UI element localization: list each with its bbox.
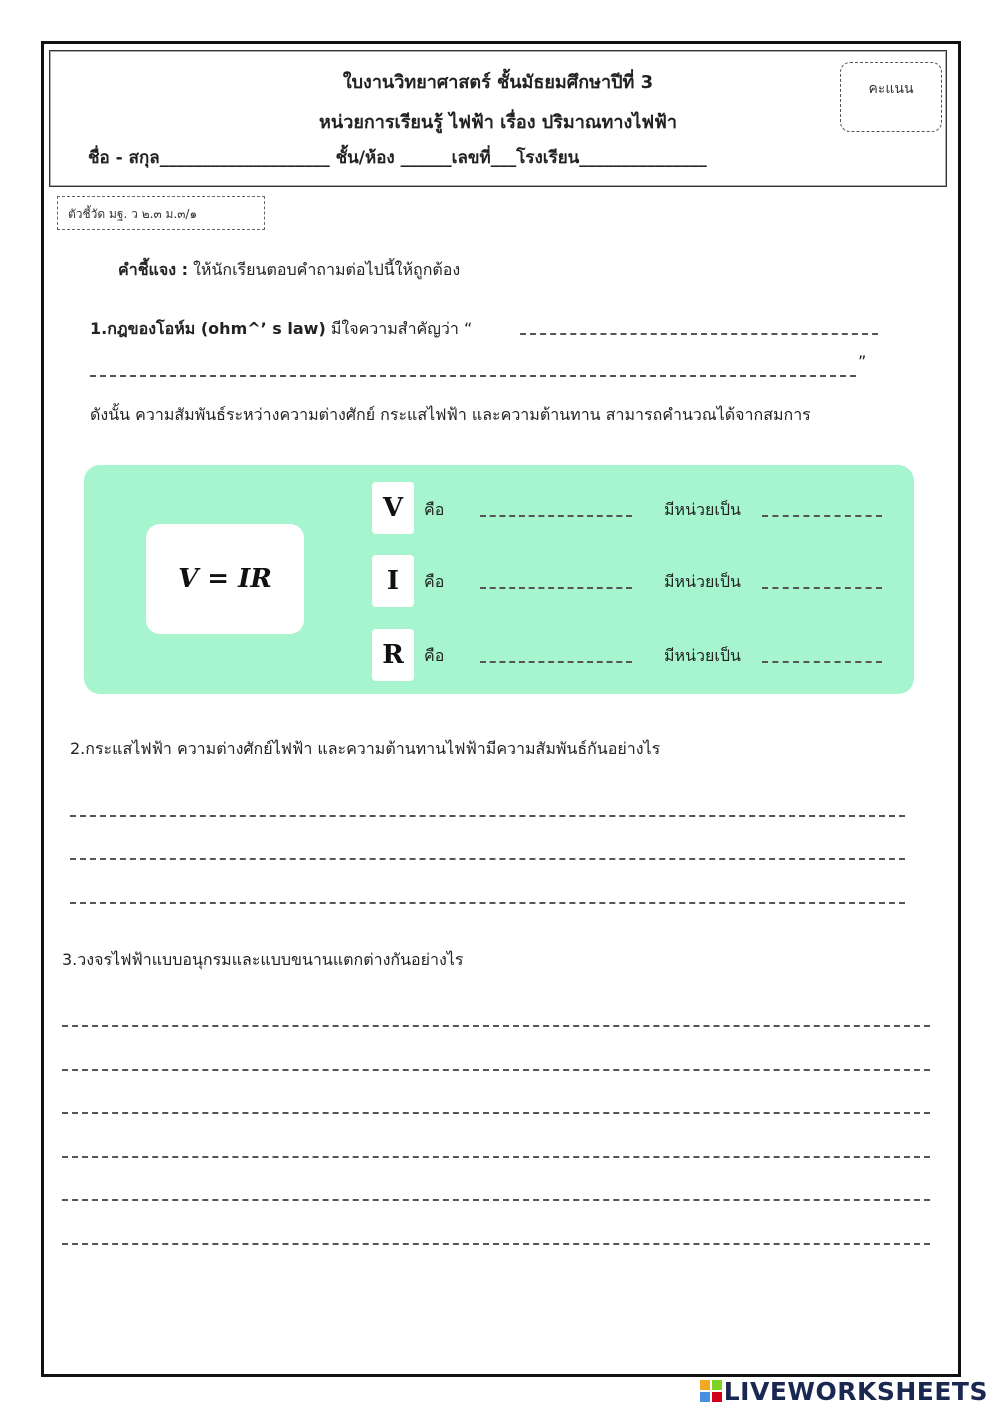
variable-i-meaning-blank[interactable] xyxy=(480,587,632,589)
variable-r-box: R xyxy=(372,629,414,681)
q2-answer-line-1[interactable] xyxy=(70,815,905,817)
q1-followup: ดังนั้น ความสัมพันธ์ระหว่างความต่างศักย์ กระแสไฟฟ้า และความต้านทาน สามารถคำนวณได้จากสมการ xyxy=(90,405,811,424)
unit-title: หน่วยการเรียนรู้ ไฟฟ้า เรื่อง ปริมาณทางไฟฟ้า xyxy=(319,112,677,133)
instruction-label: คำชี้แจง : xyxy=(118,260,189,279)
question-3: 3.วงจรไฟฟ้าแบบอนุกรมและแบบขนานแตกต่างกันอย่างไร xyxy=(62,950,464,969)
variable-i-is: คือ xyxy=(424,572,445,591)
variable-v-meaning-blank[interactable] xyxy=(480,515,632,517)
watermark-text: LIVEWORKSHEETS xyxy=(723,1377,988,1406)
variable-v-unit-blank[interactable] xyxy=(762,515,882,517)
score-box[interactable]: คะแนน xyxy=(840,62,942,132)
instruction xyxy=(118,258,460,283)
q3-answer-line-4[interactable] xyxy=(62,1156,930,1158)
question-1 xyxy=(90,317,472,342)
q1-answer-line-1[interactable] xyxy=(520,333,878,335)
instruction-text: ให้นักเรียนตอบคำถามต่อไปนี้ให้ถูกต้อง xyxy=(188,260,461,279)
variable-r-unit-label: มีหน่วยเป็น xyxy=(664,646,741,665)
q1-answer-line-2[interactable] xyxy=(90,375,856,377)
variable-v-unit-label: มีหน่วยเป็น xyxy=(664,500,741,519)
worksheet-title: ใบงานวิทยาศาสตร์ ชั้นมัธยมศึกษาปีที่ 3 xyxy=(342,72,654,93)
question-1-label: 1.กฎของโอห์ม (ohm^’ s law) xyxy=(90,319,326,338)
variable-r-meaning-blank[interactable] xyxy=(480,661,632,663)
q3-answer-line-2[interactable] xyxy=(62,1069,930,1071)
variable-r-unit-blank[interactable] xyxy=(762,661,882,663)
page-border xyxy=(41,41,961,1377)
q3-answer-line-3[interactable] xyxy=(62,1112,930,1114)
formula-box: V = IR xyxy=(146,524,304,634)
variable-v-box: V xyxy=(372,482,414,534)
question-1-text: มีใจความสำคัญว่า “ xyxy=(325,319,473,338)
q3-answer-line-6[interactable] xyxy=(62,1243,930,1245)
variable-i-unit-label: มีหน่วยเป็น xyxy=(664,572,741,591)
liveworksheets-watermark xyxy=(700,1377,988,1406)
variable-i-unit-blank[interactable] xyxy=(762,587,882,589)
q3-answer-line-1[interactable] xyxy=(62,1025,930,1027)
student-info-line[interactable]: ชื่อ - สกุล____________________ ชั้น/ห้อง ______เลขที่___โรงเรียน_______________ xyxy=(88,148,707,168)
q3-answer-line-5[interactable] xyxy=(62,1199,930,1201)
variable-v-is: คือ xyxy=(424,500,445,519)
q2-answer-line-2[interactable] xyxy=(70,858,905,860)
question-2: 2.กระแสไฟฟ้า ความต่างศักย์ไฟฟ้า และความต้านทานไฟฟ้ามีความสัมพันธ์กันอย่างไร xyxy=(70,739,661,758)
variable-r-is: คือ xyxy=(424,646,445,665)
q2-answer-line-3[interactable] xyxy=(70,902,905,904)
close-quote: ” xyxy=(858,352,867,371)
variable-i-box: I xyxy=(372,555,414,607)
indicator-box: ตัวชี้วัด มฐ. ว ๒.๓ ม.๓/๑ xyxy=(57,196,265,230)
liveworksheets-logo-icon xyxy=(700,1380,722,1402)
